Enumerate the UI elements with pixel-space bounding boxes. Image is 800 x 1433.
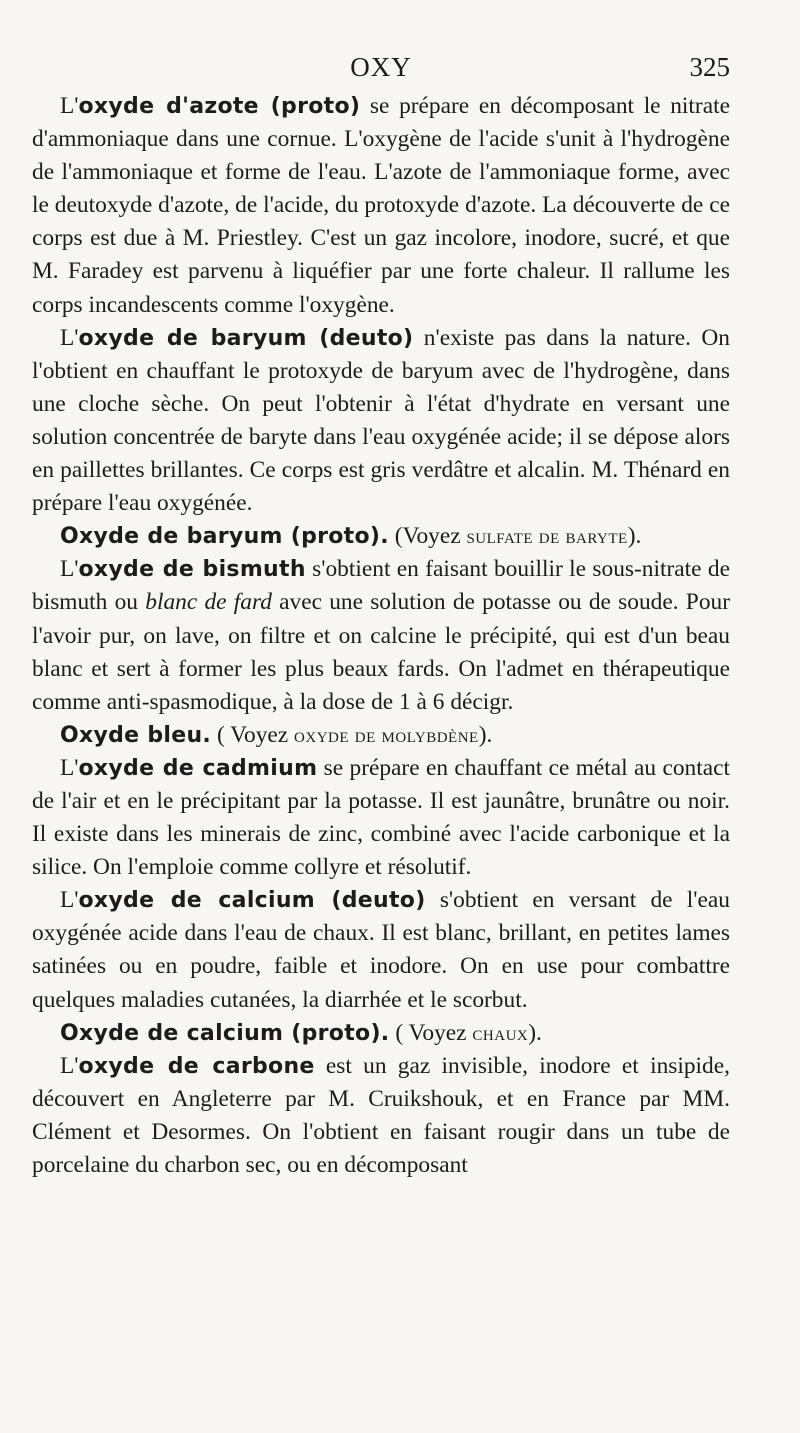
cross-reference: oxyde de molybdène [294,722,479,747]
entry-text: ( Voyez [389,1019,473,1046]
entry-prefix: L' [60,1052,79,1079]
entry-prefix: L' [60,556,79,583]
entry-text: (Voyez [388,523,467,550]
cross-reference: chaux [472,1020,529,1045]
page-header [32,52,730,88]
entry-text: ). [478,721,493,748]
entry-prefix: L' [60,324,79,351]
page-number: 325 [689,52,730,82]
entry-text: se prépare en décomposant le nitrate d'ammoniaque dans une cornue. L'oxygène de l'acide s'unit à l'hydrogène de l'ammoniaque et forme de l'eau. L'azote de l'ammoniaque forme, avec le deutoxyde d'azote, de l'acide, du protoxyde d'azote. La découverte de ce corps est due à M. Priestley. C'est un gaz incolore, inodore, sucré, et que M. Faradey est parvenu à liquéfier par une forte chaleur. Il rallume les corps incandescents comme l'oxygène. [32,93,730,318]
entry-term: oxyde de carbone [78,1053,315,1079]
entry-text: se prépare en chauffant ce métal au contact de l'air et en le précipitant par la potasse. Il est jaunâtre, brunâtre ou noir. Il existe dans les minerais de zinc, combiné avec l'acide carbonique et la silice. On l'emploie comme collyre et résolutif. [32,754,730,881]
cross-reference: sulfate de baryte [466,524,628,549]
entry-term: oxyde d'azote (proto) [78,94,361,119]
entry-oxyde-calcium-proto [32,1017,730,1050]
entry-text: ). [528,1019,542,1046]
entry-prefix: L' [60,93,79,119]
italic-term: blanc de fard [145,589,272,616]
entry-term: Oxyde de baryum (proto). [60,524,389,550]
entry-term: oxyde de cadmium [78,755,318,781]
entry-oxyde-baryum-deuto [32,322,730,521]
entry-text: s'obtient en faisant bouillir le sous-nitrate de bismuth ou [32,556,730,616]
entry-term: oxyde de baryum (deuto) [78,325,414,351]
dictionary-text [32,90,730,1182]
entry-term: oxyde de calcium (deuto) [78,888,426,914]
entry-term: Oxyde bleu. [60,722,212,748]
entry-prefix: L' [60,754,79,781]
entry-oxyde-bismuth [32,553,730,718]
entry-text: ( Voyez [211,721,295,748]
entry-oxyde-cadmium [32,752,730,884]
entry-oxyde-azote-proto [32,90,730,322]
entry-prefix: L' [60,887,79,914]
entry-text: n'existe pas dans la nature. On l'obtient en chauffant le protoxyde de baryum avec de l'hydrogène, dans une cloche sèche. On peut l'obtenir à l'état d'hydrate en versant une solution concentrée de baryte dans l'eau oxygénée acide; il se dépose alors en paillettes brillantes. Ce corps est gris verdâtre et alcalin. M. Thénard en prépare l'eau oxygénée. [32,324,730,517]
entry-text: avec une solution de potasse ou de soude. Pour l'avoir pur, on lave, on filtre et on calcine le précipité, qui est d'un beau blanc et sert à former les plus beaux fards. On l'admet en thérapeutique comme anti-spasmodique, à la dose de 1 à 6 décigr. [32,589,730,715]
entry-term: Oxyde de calcium (proto). [60,1020,390,1046]
entry-oxyde-carbone [32,1050,730,1182]
entry-term: oxyde de bismuth [78,557,306,583]
entry-text: s'obtient en versant de l'eau oxygénée acide dans l'eau de chaux. Il est blanc, brillant, en petites lames satinées ou en poudre, faible et inodore. On en use pour combattre quelques maladies cutanées, la diarrhée et le scorbut. [32,887,730,1013]
entry-text: est un gaz invisible, inodore et insipide, découvert en Angleterre par M. Cruikshouk, et en France par MM. Clément et Desormes. On l'obtient en faisant rougir dans un tube de porcelaine du charbon sec, ou en décomposant [32,1052,730,1178]
entry-text: ). [627,523,642,550]
running-head: OXY [350,52,412,82]
entry-oxyde-bleu [32,719,730,752]
entry-oxyde-baryum-proto [32,520,730,553]
entry-oxyde-calcium-deuto [32,884,730,1016]
